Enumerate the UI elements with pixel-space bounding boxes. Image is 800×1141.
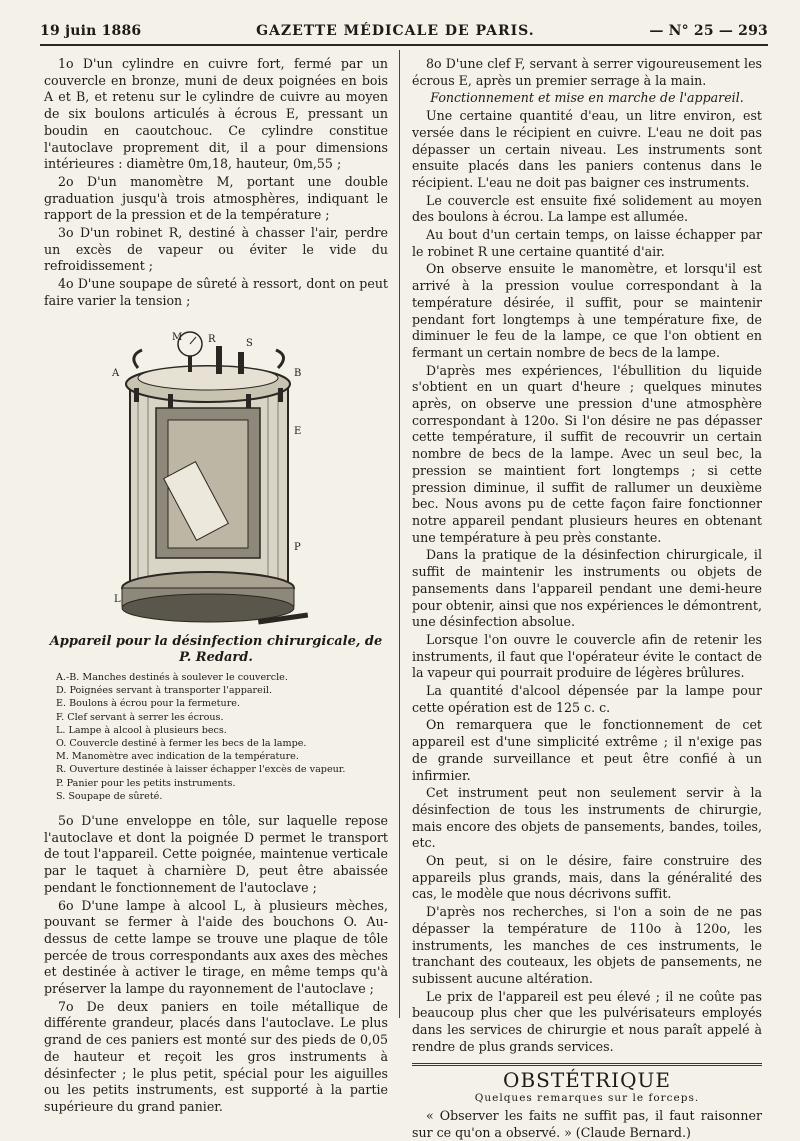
paragraph-6: 6o D'une lampe à alcool L, à plusieurs mèches, pouvant se fermer à l'aide des bouchons O. Au-dessus de cette lampe se trouve une plaque de tôle percée de trous correspondants aux axes des mèches et destinée à activer le tirage, en même temps qu'à préserver la lampe du rayonnement de l'autoclave ; — [44, 897, 388, 997]
body-paragraph: D'après mes expériences, l'ébullition du liquide s'obtient en un quart d'heure ; quelques minutes après, on observe une pression d'une atmosphère correspondant à 120o. Si l'on désire ne pas dépasser cette température, il suffit de recouvrir un certain nombre de becs de la lampe. Avec un seul bec, la pression se maintient fort longtemps ; si cette pression diminue, il suffit de rallumer un deuxième bec. Nous avons pu de cette façon faire fonctionner notre appareil pendant plusieurs heures en obtenant une température à peu près constante. — [412, 362, 762, 545]
paragraph-4: 4o D'une soupape de sûreté à ressort, dont on peut faire varier la tension ; — [44, 276, 388, 308]
legend-item: M. Manomètre avec indication de la température. — [56, 751, 299, 763]
paragraph-1: 1o D'un cylindre en cuivre fort, fermé par un couvercle en bronze, muni de deux poignées en bois A et B, et retenu sur le cylindre de cuivre au moyen de six boulons articulés à écrous E, pressant un boudin en caoutchouc. Ce cylindre constitue l'autoclave proprement dit, il a pour dimensions intérieures : diamètre 0m,18, hauteur, 0m,55 ; — [44, 56, 388, 172]
body-paragraph: On peut, si on le désire, faire construire des appareils plus grands, mais, dans la généralité des cas, le modèle que nous décrivons suffit. — [412, 853, 762, 902]
legend-item: O. Couvercle destiné à fermer les becs de la lampe. — [56, 737, 307, 749]
body-paragraph: Le couvercle est ensuite fixé solidement au moyen des boulons à écrou. La lampe est allumée. — [412, 192, 762, 225]
paragraph-7: 7o De deux paniers en toile métallique de différente grandeur, placés dans l'autoclave. Le plus grand de ces paniers est monté sur des pieds de 0,05 de hauteur et reçoit les gros instruments à désinfecter ; le plus petit, spécial pour les aiguilles ou les petits instruments, est supporté à la partie supérieure du grand panier. — [44, 998, 388, 1114]
body-paragraph: La quantité d'alcool dépensée par la lampe pour cette opération est de 125 c. c. — [412, 683, 762, 715]
page-header — [40, 18, 768, 46]
figure-legend — [56, 671, 388, 803]
body-paragraph: D'après nos recherches, si l'on a soin de ne pas dépasser la température de 110o à 120o, les instruments, les manches de ces instruments, le tranchant des couteaux, les objets de pansements, ne subissent aucune altération. — [412, 904, 762, 986]
legend-item: L. Lampe à alcool à plusieurs becs. — [56, 724, 227, 736]
figure-caption: Appareil pour la désinfection chirurgicale, de P. Redard. — [49, 633, 383, 666]
header-title: GAZETTE MÉDICALE DE PARIS. — [256, 23, 535, 39]
body-paragraph: Cet instrument peut non seulement servir à la désinfection de tous les instruments de chirurgie, mais encore des objets de pansements, bandes, toiles, etc. — [412, 785, 762, 851]
header-date: 19 juin 1886 — [40, 23, 142, 39]
body-paragraph: On observe ensuite le manomètre, et lorsqu'il est arrivé à la pression voulue correspondant à la température désirée, il suffit, pour se maintenir pendant fort longtemps à une température fixe, de diminuer le feu de la lampe, ce que l'on obtient en fermant un certain nombre de becs de la lampe. — [412, 261, 762, 360]
body-paragraph: Dans la pratique de la désinfection chirurgicale, il suffit de maintenir les instruments ou objets de pansements dans l'appareil pendant une demi-heure pour obtenir, ainsi que nos expériences le démontrent, une désinfection absolue. — [412, 547, 762, 630]
paragraph-2: 2o D'un manomètre M, portant une double graduation jusqu'à trois atmosphères, indiquant le rapport de la pression et de la température ; — [44, 173, 388, 223]
section-title: Fonctionnement et mise en marche de l'appareil. — [430, 90, 744, 106]
legend-item: S. Soupape de sûreté. — [56, 790, 163, 802]
legend-item: R. Ouverture destinée à laisser échapper l'excès de vapeur. — [56, 764, 346, 776]
obstetrics-title: OBSTÉTRIQUE — [503, 1068, 671, 1093]
body-paragraph: Lorsque l'on ouvre le couvercle afin de retenir les instruments, il faut que l'opérateur évite le contact de la vapeur qui pourrait produire de légères brûlures. — [412, 631, 762, 681]
left-column — [44, 56, 388, 1114]
figure-letter-m: M — [172, 331, 183, 343]
paragraph-3: 3o D'un robinet R, destiné à chasser l'air, perdre un excès de vapeur ou éviter le vide du refroidissement ; — [44, 225, 388, 274]
legend-item: D. Poignées servant à transporter l'appareil. — [56, 685, 272, 697]
figure-letter-p: P — [294, 541, 301, 553]
header-number: — N° 25 — — [649, 23, 734, 39]
autoclave-figure — [44, 316, 388, 634]
body-paragraph: Le prix de l'appareil est peu élevé ; il ne coûte pas beaucoup plus cher que les pulvérisateurs employés dans les services de chirurgie et nous paraît appelé à rendre de plus grands services. — [412, 988, 762, 1054]
paragraph-5: 5o D'une enveloppe en tôle, sur laquelle repose l'autoclave et dont la poignée D permet le transport de tout l'appareil. Cette poignée, maintenue verticale par le taquet à charnière D, peut être abaissée pendant le fonctionnement de l'autoclave ; — [44, 812, 388, 895]
header-number-page — [649, 23, 768, 39]
column-divider — [399, 50, 400, 1018]
body-paragraph: Une certaine quantité d'eau, un litre environ, est versée dans le récipient en cuivre. L'eau ne doit pas dépasser un certain niveau. Les instruments sont ensuite placés dans les paniers contenus dans le récipient. L'eau ne doit pas baigner ces instruments. — [412, 108, 762, 190]
legend-item: A.-B. Manches destinés à soulever le couvercle. — [56, 671, 288, 683]
figure-letter-r: R — [208, 333, 216, 345]
figure-letter-e: E — [294, 425, 302, 437]
obstetrics-subtitle: Quelques remarques sur le forceps. — [474, 1092, 700, 1105]
figure-letter-l: L — [114, 593, 121, 605]
section-rule — [412, 1063, 762, 1066]
legend-item: E. Boulons à écrou pour la fermeture. — [56, 698, 241, 710]
right-column — [412, 56, 762, 1140]
body-paragraph: Au bout d'un certain temps, on laisse échapper par le robinet R une certaine quantité d'air. — [412, 227, 762, 259]
quote: « Observer les faits ne suffit pas, il faut raisonner sur ce qu'on a observé. » (Claude Bernard.) — [412, 1107, 762, 1140]
figure-letter-a: A — [112, 367, 120, 379]
legend-item: P. Panier pour les petits instruments. — [56, 777, 236, 789]
figure-letter-s: S — [246, 337, 253, 349]
header-page: 293 — [738, 23, 768, 39]
figure-letter-b: B — [294, 367, 302, 379]
legend-item: F. Clef servant à serrer les écrous. — [56, 711, 224, 723]
autoclave-illustration — [108, 316, 324, 632]
paragraph-8: 8o D'une clef F, servant à serrer vigoureusement les écrous E, après un premier serrage à la main. — [412, 56, 762, 88]
body-paragraph: On remarquera que le fonctionnement de cet appareil est d'une simplicité extrême ; il n'exige pas de grande surveillance et peut être confié à un infirmier. — [412, 717, 762, 783]
